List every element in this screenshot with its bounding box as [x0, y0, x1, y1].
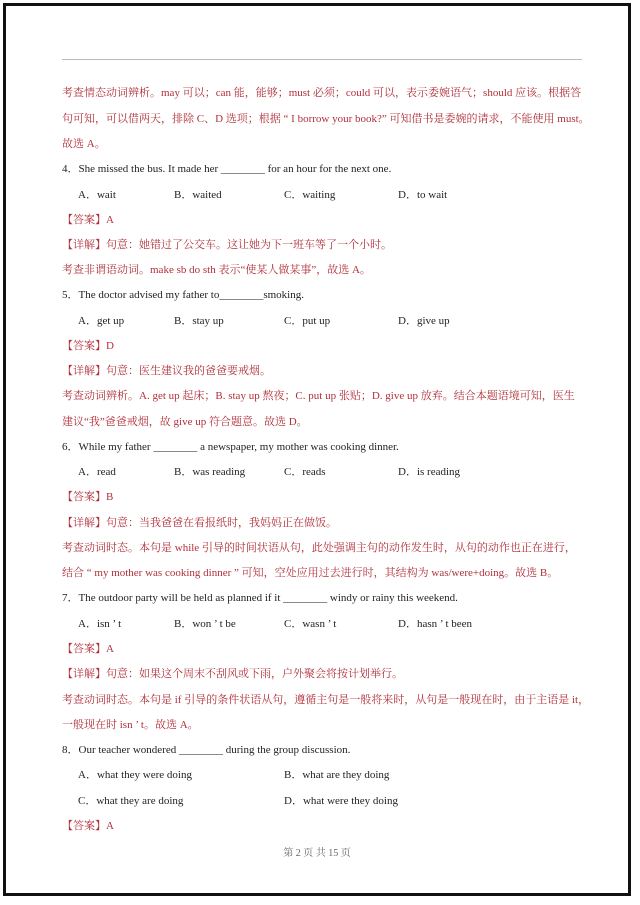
explanation-5: 考查动词辨析。A. get up 起床；B. stay up 熬夜；C. put up 张贴；D. give up 放弃。结合本题语境可知，医生 — [62, 390, 575, 402]
q7-option-c: C．wasn ’ t — [284, 618, 337, 630]
text-line: 故选 A。 — [62, 138, 106, 150]
question-6: 6．While my father ________ a newspaper, my mother was cooking dinner. — [62, 441, 399, 453]
header-rule — [62, 59, 582, 60]
question-8: 8．Our teacher wondered ________ during the group discussion. — [62, 744, 351, 756]
q8-option-c: C．what they are doing — [78, 795, 184, 807]
document-page — [3, 3, 631, 896]
explanation-7: 【详解】句意：如果这个周末不刮风或下雨，户外聚会将按计划举行。 — [62, 668, 403, 680]
text-line: 考查情态动词辨析。may 可以；can 能，能够；must 必须；could 可以，表示委婉语气；should 应该。根据答 — [62, 87, 582, 99]
answer-8: 【答案】A — [62, 820, 114, 832]
answer-4: 【答案】A — [62, 214, 114, 226]
explanation-4: 【详解】句意：她错过了公交车。这让她为下一班车等了一个小时。 — [62, 239, 392, 251]
q6-option-b: B．was reading — [174, 466, 246, 478]
question-7: 7．The outdoor party will be held as planned if it ________ windy or rainy this weekend. — [62, 592, 458, 604]
q6-option-c: C．reads — [284, 466, 326, 478]
explanation-5: 【详解】句意：医生建议我的爸爸要戒烟。 — [62, 365, 271, 377]
page-footer: 第 2 页 共 15 页 — [283, 848, 351, 859]
q8-option-a: A．what they were doing — [78, 769, 192, 781]
answer-6: 【答案】B — [62, 491, 114, 503]
explanation-6: 考查动词时态。本句是 while 引导的时间状语从句，此处强调主句的动作发生时，从句的动作也正在进行， — [62, 542, 576, 554]
text-line: 句可知，可以借两天，排除 C、D 选项；根据 “ I borrow your book?” 可知借书是委婉的请求，不能使用 must。 — [62, 113, 590, 125]
q6-option-d: D．is reading — [398, 466, 461, 478]
q8-option-d: D．what were they doing — [284, 795, 398, 807]
q7-option-d: D．hasn ’ t been — [398, 618, 473, 630]
explanation-7: 考查动词时态。本句是 if 引导的条件状语从句，遵循主句是一般将来时，从句是一般现在时，由于主语是 it， — [62, 694, 590, 706]
q5-option-d: D．give up — [398, 315, 450, 327]
q5-option-a: A．get up — [78, 315, 125, 327]
q6-option-a: A．read — [78, 466, 116, 478]
explanation-6: 【详解】句意：当我爸爸在看报纸时，我妈妈正在做饭。 — [62, 517, 337, 529]
q4-option-b: B．waited — [174, 189, 222, 201]
answer-7: 【答案】A — [62, 643, 114, 655]
q7-option-b: B．won ’ t be — [174, 618, 236, 630]
explanation-7: 一般现在时 isn ’ t。故选 A。 — [62, 719, 199, 731]
q4-option-c: C．waiting — [284, 189, 336, 201]
explanation-6: 结合 “ my mother was cooking dinner ” 可知，空处应用过去进行时，其结构为 was/were+doing。故选 B。 — [62, 567, 559, 579]
q7-option-a: A．isn ’ t — [78, 618, 122, 630]
answer-5: 【答案】D — [62, 340, 114, 352]
question-5: 5．The doctor advised my father to________smoking. — [62, 289, 304, 301]
q8-option-b: B．what are they doing — [284, 769, 390, 781]
explanation-5: 建议“我”爸爸戒烟，故 give up 符合题意。故选 D。 — [62, 416, 308, 428]
explanation-4: 考查非谓语动词。make sb do sth 表示“使某人做某事”，故选 A。 — [62, 264, 371, 276]
q5-option-b: B．stay up — [174, 315, 224, 327]
question-4: 4．She missed the bus. It made her ________ for an hour for the next one. — [62, 163, 392, 175]
q4-option-a: A．wait — [78, 189, 116, 201]
q5-option-c: C．put up — [284, 315, 331, 327]
q4-option-d: D．to wait — [398, 189, 448, 201]
